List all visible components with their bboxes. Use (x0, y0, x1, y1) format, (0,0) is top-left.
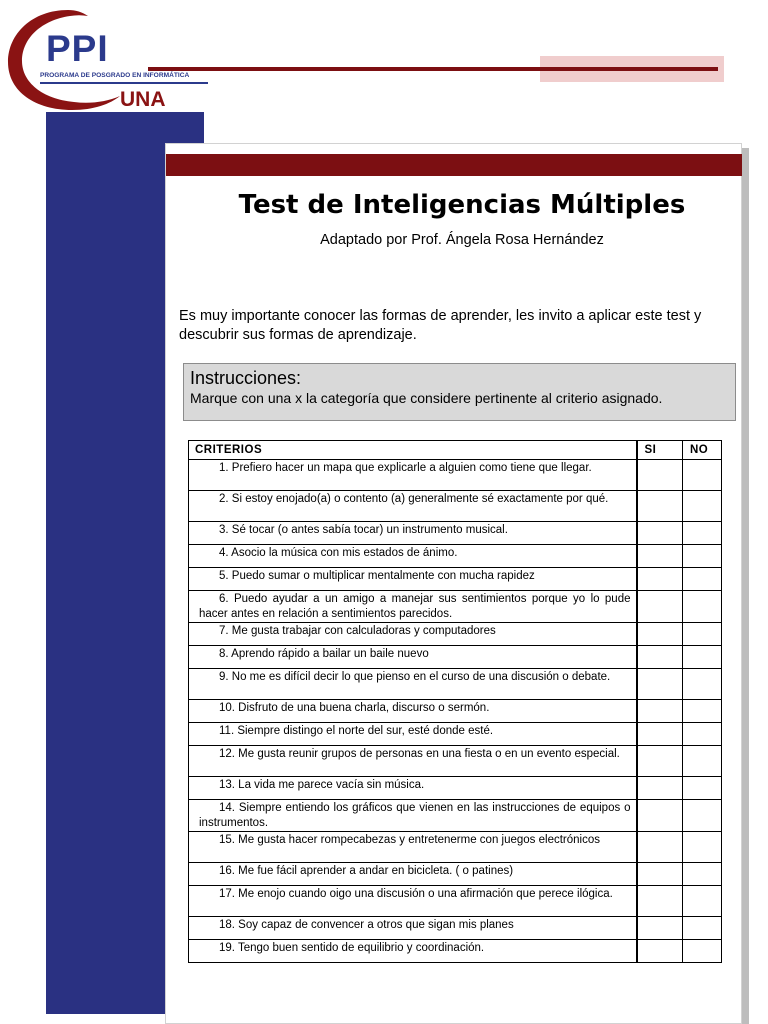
table-row (189, 591, 722, 623)
no-cell[interactable] (683, 917, 722, 940)
si-cell[interactable] (637, 746, 683, 777)
criterion-text: 19. Tengo buen sentido de equilibrio y coordinación. (219, 942, 485, 954)
intro-paragraph: Es muy importante conocer las formas de aprender, les invito a aplicar este test y descubrir sus formas de aprendizaje. (179, 308, 702, 343)
table-row (189, 623, 722, 646)
no-cell[interactable] (683, 623, 722, 646)
table-row (189, 886, 722, 917)
no-cell[interactable] (683, 491, 722, 522)
si-cell[interactable] (637, 646, 683, 669)
criterion-cell (189, 460, 637, 491)
logo-program-text: PROGRAMA DE POSGRADO EN INFORMÁTICA (40, 72, 190, 79)
no-cell[interactable] (683, 545, 722, 568)
instructions-heading: Instrucciones: (190, 368, 302, 388)
table-row (189, 669, 722, 700)
header-si: SI (637, 441, 683, 460)
ppi-una-logo (6, 4, 206, 114)
table-row (189, 863, 722, 886)
si-cell[interactable] (637, 700, 683, 723)
si-cell[interactable] (637, 491, 683, 522)
si-cell[interactable] (637, 800, 683, 832)
no-cell[interactable] (683, 832, 722, 863)
si-cell[interactable] (637, 940, 683, 963)
criterion-cell (189, 832, 637, 863)
si-cell[interactable] (637, 545, 683, 568)
criterion-cell (189, 669, 637, 700)
criterion-cell (189, 777, 637, 800)
no-cell[interactable] (683, 460, 722, 491)
criterion-cell (189, 886, 637, 917)
no-cell[interactable] (683, 886, 722, 917)
criteria-table (188, 440, 722, 963)
table-row (189, 940, 722, 963)
table-row (189, 568, 722, 591)
criterion-cell (189, 746, 637, 777)
si-cell[interactable] (637, 460, 683, 491)
table-header-row (189, 441, 722, 460)
criterion-cell (189, 591, 637, 623)
si-cell[interactable] (637, 623, 683, 646)
no-cell[interactable] (683, 863, 722, 886)
si-cell[interactable] (637, 522, 683, 545)
criterion-cell (189, 700, 637, 723)
no-cell[interactable] (683, 746, 722, 777)
criterion-text: 17. Me enojo cuando oigo una discusión o una afirmación que perece ilógica. (219, 888, 613, 900)
si-cell[interactable] (637, 591, 683, 623)
header-no: NO (683, 441, 722, 460)
criterion-text: 3. Sé tocar (o antes sabía tocar) un instrumento musical. (219, 524, 508, 536)
table-row (189, 777, 722, 800)
si-cell[interactable] (637, 832, 683, 863)
si-cell[interactable] (637, 917, 683, 940)
si-cell[interactable] (637, 669, 683, 700)
criterion-text: 2. Si estoy enojado(a) o contento (a) generalmente sé exactamente por qué. (219, 493, 609, 505)
criterion-cell (189, 940, 637, 963)
criterion-cell (189, 522, 637, 545)
no-cell[interactable] (683, 723, 722, 746)
table-row (189, 800, 722, 832)
si-cell[interactable] (637, 568, 683, 591)
no-cell[interactable] (683, 522, 722, 545)
document-subtitle: Adaptado por Prof. Ángela Rosa Hernández (320, 232, 604, 248)
criterion-text: 16. Me fue fácil aprender a andar en bicicleta. ( o patines) (219, 865, 514, 877)
criterion-cell (189, 800, 637, 832)
si-cell[interactable] (637, 863, 683, 886)
header-rule (148, 67, 718, 71)
criterion-text: 8. Aprendo rápido a bailar un baile nuevo (219, 648, 429, 660)
table-row (189, 723, 722, 746)
criterion-cell (189, 568, 637, 591)
logo-ppi-text: PPI (46, 28, 109, 69)
instructions-box (183, 363, 736, 421)
logo-underline (40, 82, 208, 84)
table-row (189, 491, 722, 522)
criterion-cell (189, 646, 637, 669)
table-row (189, 460, 722, 491)
no-cell[interactable] (683, 669, 722, 700)
criterion-text: 10. Disfruto de una buena charla, discurso o sermón. (219, 702, 490, 714)
table-row (189, 545, 722, 568)
criterion-text: 7. Me gusta trabajar con calculadoras y computadores (219, 625, 496, 637)
criterion-text: 14. Siempre entiendo los gráficos que vienen en las instrucciones de equipos o instrumentos. (199, 802, 631, 829)
table-row (189, 700, 722, 723)
header-criterios: CRITERIOS (189, 441, 637, 460)
si-cell[interactable] (637, 723, 683, 746)
table-row (189, 746, 722, 777)
criterion-cell (189, 863, 637, 886)
criterion-text: 12. Me gusta reunir grupos de personas en una fiesta o en un evento especial. (219, 748, 620, 760)
criterion-text: 11. Siempre distingo el norte del sur, esté donde esté. (219, 725, 494, 737)
criterion-text: 9. No me es difícil decir lo que pienso en el curso de una discusión o debate. (219, 671, 611, 683)
criterion-cell (189, 723, 637, 746)
si-cell[interactable] (637, 777, 683, 800)
criterion-text: 5. Puedo sumar o multiplicar mentalmente con mucha rapidez (219, 570, 535, 582)
criterion-text: 4. Asocio la música con mis estados de ánimo. (219, 547, 458, 559)
no-cell[interactable] (683, 591, 722, 623)
criterion-text: 18. Soy capaz de convencer a otros que sigan mis planes (219, 919, 514, 931)
criterion-text: 13. La vida me parece vacía sin música. (219, 779, 425, 791)
criterion-cell (189, 917, 637, 940)
table-row (189, 832, 722, 863)
no-cell[interactable] (683, 777, 722, 800)
criterion-cell (189, 623, 637, 646)
no-cell[interactable] (683, 940, 722, 963)
criterion-text: 15. Me gusta hacer rompecabezas y entretenerme con juegos electrónicos (219, 834, 600, 846)
no-cell[interactable] (683, 646, 722, 669)
instructions-text: Marque con una x la categoría que considere pertinente al criterio asignado. (190, 390, 663, 406)
table-row (189, 522, 722, 545)
si-cell[interactable] (637, 886, 683, 917)
criterion-text: 6. Puedo ayudar a un amigo a manejar sus sentimientos porque yo lo pude hacer antes en relación a sentimientos parecidos. (199, 593, 631, 620)
criterion-cell (189, 545, 637, 568)
no-cell[interactable] (683, 800, 722, 832)
table-row (189, 917, 722, 940)
card-top-band (166, 154, 742, 176)
document-title: Test de Inteligencias Múltiples (238, 190, 686, 220)
logo-una-text: UNA (120, 88, 166, 111)
no-cell[interactable] (683, 700, 722, 723)
no-cell[interactable] (683, 568, 722, 591)
criterion-cell (189, 491, 637, 522)
document-card (165, 143, 742, 1024)
table-row (189, 646, 722, 669)
criterion-text: 1. Prefiero hacer un mapa que explicarle a alguien como tiene que llegar. (219, 462, 592, 474)
